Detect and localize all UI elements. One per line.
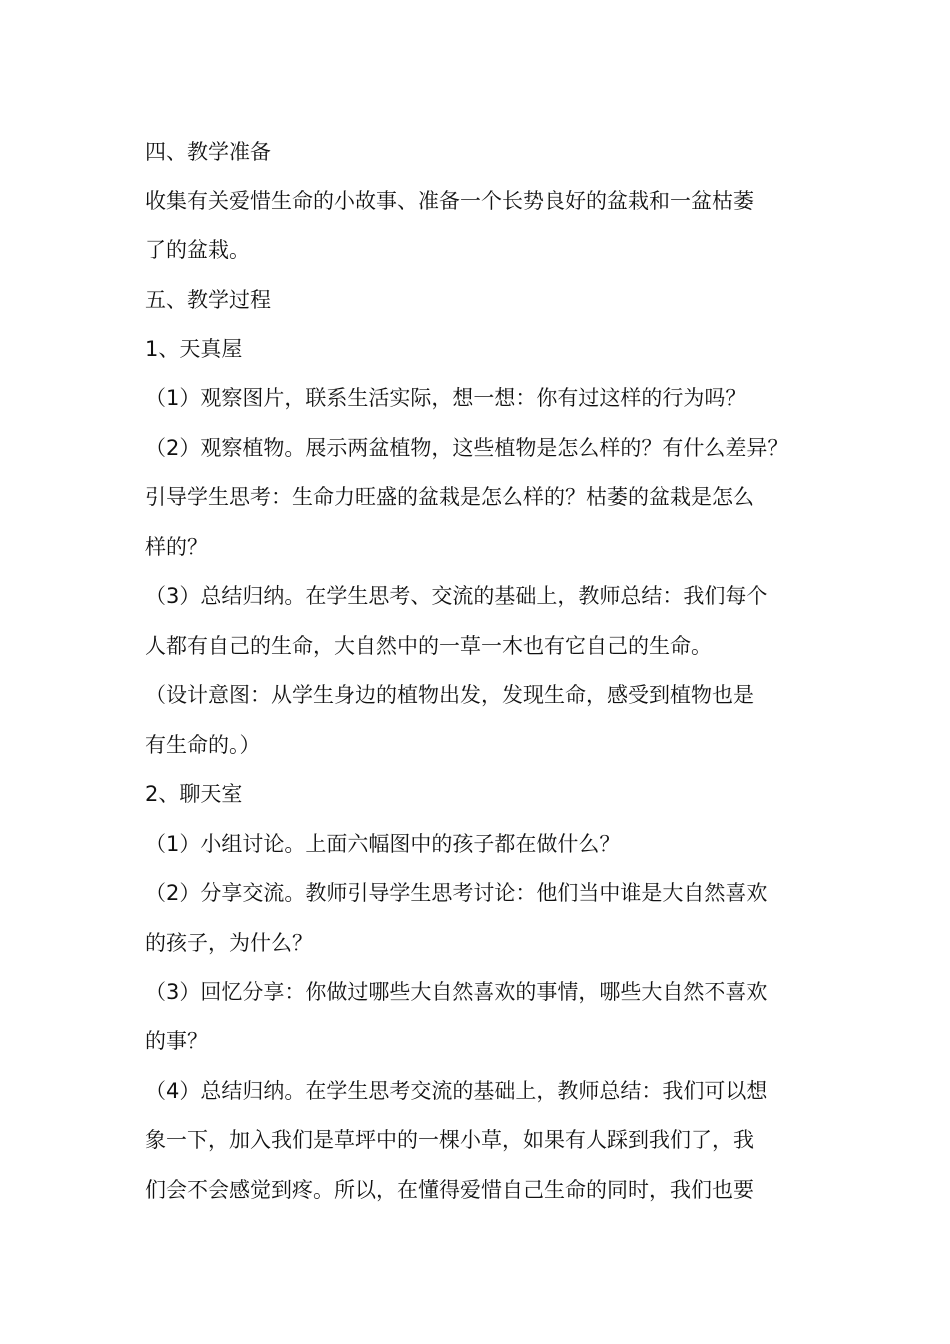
paragraph-line: （设计意图：从学生身边的植物出发，发现生命，感受到植物也是 (145, 683, 754, 707)
paragraph-line: （1）小组讨论。上面六幅图中的孩子都在做什么？ (145, 832, 621, 856)
paragraph-line: 收集有关爱惜生命的小故事、准备一个长势良好的盆栽和一盆枯萎 (145, 189, 754, 213)
paragraph-line: 样的？ (145, 535, 208, 559)
paragraph-line: 的孩子，为什么？ (145, 931, 313, 955)
section-heading-liaotianshi: 2、聊天室 (145, 782, 243, 806)
paragraph-line: （3）总结归纳。在学生思考、交流的基础上，教师总结：我们每个 (145, 584, 768, 608)
paragraph-line: 有生命的。） (145, 733, 261, 757)
paragraph-line: 了的盆栽。 (145, 238, 250, 262)
paragraph-line: （1）观察图片，联系生活实际，想一想：你有过这样的行为吗？ (145, 386, 747, 410)
heading-teaching-preparation: 四、教学准备 (145, 140, 271, 164)
paragraph-line: 们会不会感觉到疼。所以，在懂得爱惜自己生命的同时，我们也要 (145, 1178, 754, 1202)
paragraph-line: 引导学生思考：生命力旺盛的盆栽是怎么样的？枯萎的盆栽是怎么 (145, 485, 754, 509)
paragraph-line: 的事？ (145, 1029, 208, 1053)
paragraph-line: （2）分享交流。教师引导学生思考讨论：他们当中谁是大自然喜欢 (145, 881, 768, 905)
paragraph-line: （4）总结归纳。在学生思考交流的基础上，教师总结：我们可以想 (145, 1079, 768, 1103)
paragraph-line: （3）回忆分享：你做过哪些大自然喜欢的事情，哪些大自然不喜欢 (145, 980, 768, 1004)
paragraph-line: 人都有自己的生命，大自然中的一草一木也有它自己的生命。 (145, 634, 712, 658)
paragraph-line: （2）观察植物。展示两盆植物，这些植物是怎么样的？有什么差异？ (145, 436, 789, 460)
heading-teaching-process: 五、教学过程 (145, 288, 271, 312)
paragraph-line: 象一下，加入我们是草坪中的一棵小草，如果有人踩到我们了，我 (145, 1128, 754, 1152)
section-heading-tianzhenwu: 1、天真屋 (145, 337, 243, 361)
